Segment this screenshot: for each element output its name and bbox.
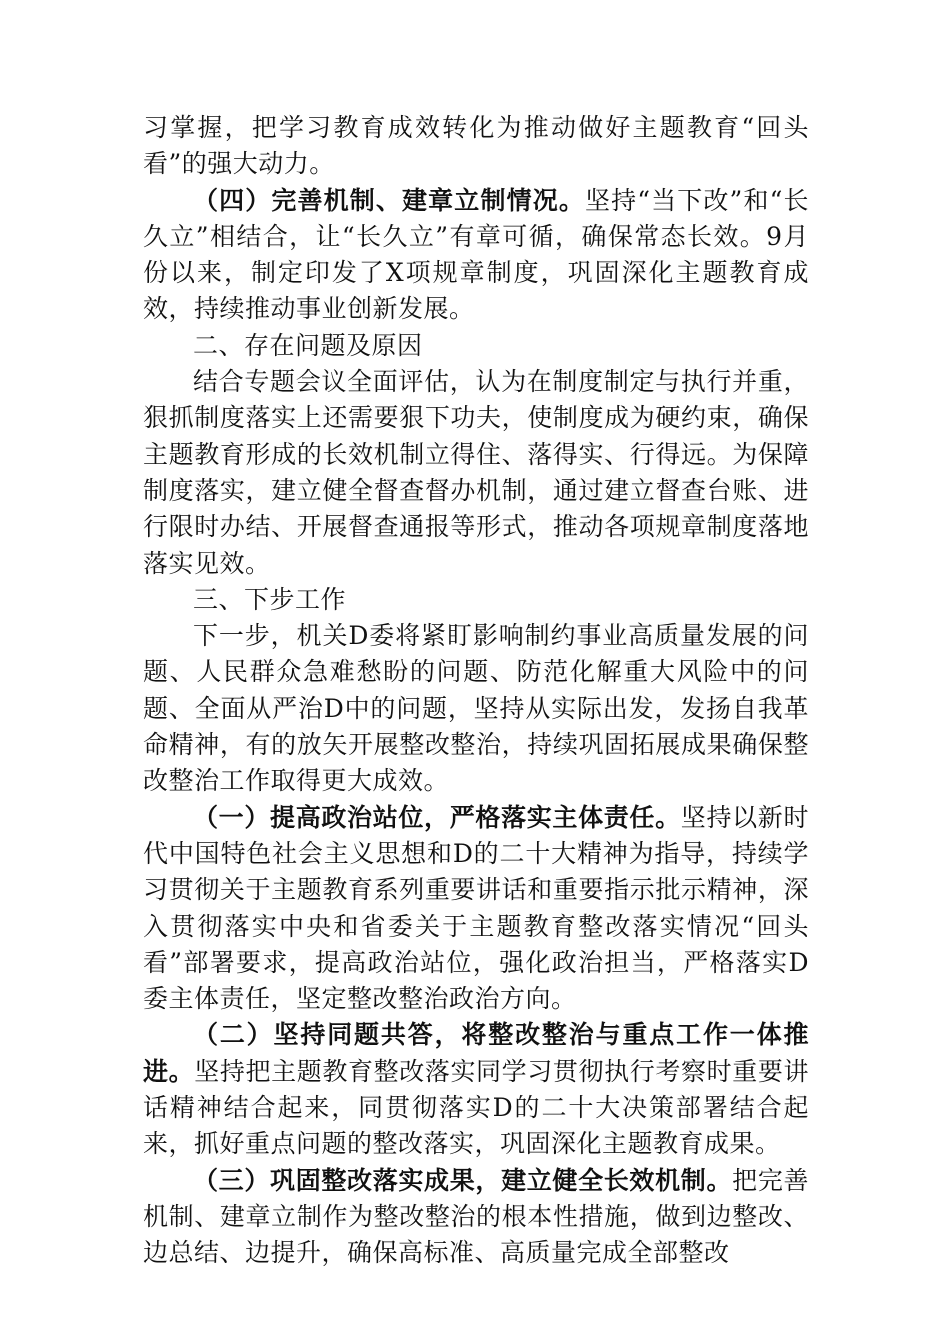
paragraph-lead: （四）完善机制、建章立制情况。: [193, 185, 585, 215]
paragraph-lead: （三）巩固整改落实成果，建立健全长效机制。: [193, 1165, 733, 1195]
paragraph-political-stance: [143, 800, 809, 1018]
paragraph-body: 坚持把主题教育整改落实同学习贯彻执行考察时重要讲话精神结合起来，同贯彻落实D的二十大决策部署结合起来，抓好重点问题的整改落实，巩固深化主题教育成果。: [143, 1056, 809, 1159]
document-page: [143, 110, 809, 1272]
paragraph-continuation: 习掌握，把学习教育成效转化为推动做好主题教育“回头看”的强大动力。: [143, 113, 809, 179]
paragraph-lead: （一）提高政治站位，严格落实主体责任。: [193, 802, 681, 832]
paragraph-problems: 结合专题会议全面评估，认为在制度制定与执行并重，狠抓制度落实上还需要狠下功夫，使制度成为硬约束，确保主题教育形成的长效机制立得住、落得实、行得远。为保障制度落实，建立健全督查督办机制，通过建立督查台账、进行限时办结、开展督查通报等形式，推动各项规章制度落地落实见效。: [143, 367, 809, 578]
paragraph-consolidate-results: [143, 1163, 809, 1272]
paragraph-body: 坚持“当下改”和“长久立”相结合，让“长久立”有章可循，确保常态长效。9月份以来，制定印发了X项规章制度，巩固深化主题教育成效，持续推动事业创新发展。: [143, 185, 809, 324]
section-heading-next-steps: 三、下步工作: [193, 584, 347, 614]
paragraph-lead: （二）坚持同题共答，将整改整治与重点工作一体推进。: [143, 1020, 809, 1086]
paragraph-next-steps: 下一步，机关D委将紧盯影响制约事业高质量发展的问题、人民群众急难愁盼的问题、防范化解重大风险中的问题、全面从严治D中的问题，坚持从实际出发，发扬自我革命精神，有的放矢开展整改整治，持续巩固拓展成果确保整改整治工作取得更大成效。: [143, 621, 809, 796]
section-heading-problems: 二、存在问题及原因: [193, 330, 423, 360]
paragraph-body: 坚持以新时代中国特色社会主义思想和D的二十大精神为指导，持续学习贯彻关于主题教育系列重要讲话和重要指示批示精神，深入贯彻落实中央和省委关于主题教育整改落实情况“回头看”部署要求，提高政治站位，强化政治担当，严格落实D委主体责任，坚定整改整治政治方向。: [143, 802, 809, 1014]
paragraph-joint-answer: [143, 1017, 809, 1162]
paragraph-improve-mechanism: [143, 183, 809, 328]
paragraph-body: 把完善机制、建章立制作为整改整治的根本性措施，做到边整改、边总结、边提升，确保高标准、高质量完成全部整改: [143, 1165, 809, 1268]
